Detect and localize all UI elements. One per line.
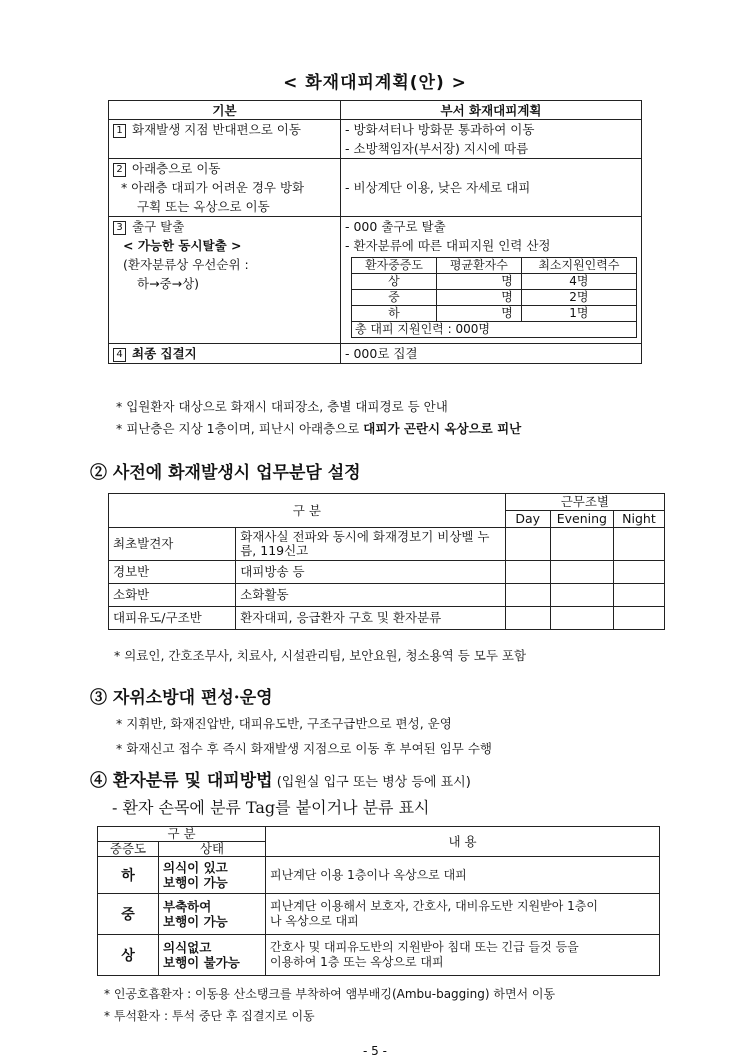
table-row <box>352 274 637 290</box>
state-line: 부축하여 <box>163 899 212 914</box>
table-row <box>109 607 665 630</box>
content-line: 나 옥상으로 대피 <box>270 914 359 928</box>
step-number-box: 4 <box>113 348 126 362</box>
table-row <box>98 935 660 976</box>
table-row <box>352 306 637 322</box>
shift-cell <box>613 528 664 561</box>
shift-cell <box>550 561 613 584</box>
staff-cell: 하 <box>352 306 437 322</box>
staff-header: 최소지원인력수 <box>521 258 636 274</box>
header-basic: 기본 <box>109 101 341 120</box>
staff-cell: 명 <box>436 290 521 306</box>
staff-header: 평균환자수 <box>436 258 521 274</box>
table-row <box>109 217 642 344</box>
role-cell: 경보반 <box>109 561 236 584</box>
role-cell: 소화반 <box>109 584 236 607</box>
patient-class-table <box>97 826 660 976</box>
task-cell: 화재사실 전파와 동시에 화재경보기 비상벨 누름, 119신고 <box>236 528 505 561</box>
shift-night: Night <box>613 511 664 528</box>
header-content: 내 용 <box>266 827 660 857</box>
shift-cell <box>550 607 613 630</box>
state-line: 보행이 가능 <box>163 875 228 890</box>
basic-note: 하→중→상) <box>137 276 200 291</box>
shift-day: Day <box>505 511 550 528</box>
shift-evening: Evening <box>550 511 613 528</box>
state-line: 의식이 있고 <box>163 860 228 875</box>
dept-text: - 환자분류에 따른 대피지원 인력 산정 <box>345 238 551 253</box>
staff-cell: 명 <box>436 306 521 322</box>
step-number-box: 3 <box>113 221 126 235</box>
plan-note: * 입원환자 대상으로 화재시 대피장소, 층별 대피경로 등 안내 <box>116 399 448 414</box>
header-state: 상태 <box>159 842 266 857</box>
header-group: 구 분 <box>98 827 266 842</box>
basic-text: 아래층으로 이동 <box>132 161 221 176</box>
table-row <box>109 159 642 217</box>
staff-cell: 중 <box>352 290 437 306</box>
section-4-heading <box>90 766 471 791</box>
basic-text: 출구 탈출 <box>132 219 185 234</box>
dept-text: - 000로 집결 <box>345 346 418 361</box>
dept-text: - 비상계단 이용, 낮은 자세로 대피 <box>345 180 531 195</box>
step-number-box: 2 <box>113 163 126 177</box>
shift-cell <box>505 584 550 607</box>
severity-cell: 중 <box>98 894 159 935</box>
document-title: < 화재대피계획(안) > <box>283 73 467 93</box>
basic-text: 화재발생 지점 반대편으로 이동 <box>132 122 301 137</box>
section-4-title-suffix: (입원실 입구 또는 병상 등에 표시) <box>276 775 471 790</box>
section-3-item: * 화재신고 접수 후 즉시 화재발생 지점으로 이동 후 부여된 임무 수행 <box>116 741 492 756</box>
severity-cell: 상 <box>98 935 159 976</box>
page-number: - 5 - <box>363 1044 387 1058</box>
staff-cell: 1명 <box>521 306 636 322</box>
header-group: 구 분 <box>109 494 506 528</box>
section-4-note: * 인공호흡환자 : 이동용 산소탱크를 부착하여 앰부배깅(Ambu-bagging) 하면서 이동 <box>104 987 556 1001</box>
table-row <box>98 894 660 935</box>
section-2-title: ② 사전에 화재발생시 업무분담 설정 <box>90 463 361 483</box>
shift-cell <box>550 528 613 561</box>
staff-cell: 4명 <box>521 274 636 290</box>
shift-cell <box>550 584 613 607</box>
task-cell: 대피방송 등 <box>236 561 505 584</box>
dept-text: - 방화셔터나 방화문 통과하여 이동 <box>345 122 535 137</box>
shift-cell <box>613 561 664 584</box>
table-row <box>109 528 665 561</box>
step-number-box: 1 <box>113 124 126 138</box>
evacuation-plan-table <box>108 100 642 364</box>
basic-note: (환자분류상 우선순위 : <box>123 257 249 272</box>
section-4-title: ④ 환자분류 및 대피방법 <box>90 771 273 791</box>
dept-text: - 000 출구로 탈출 <box>345 219 446 234</box>
shift-cell <box>613 584 664 607</box>
task-cell: 환자대피, 응급환자 구호 및 환자분류 <box>236 607 505 630</box>
table-row <box>98 857 660 894</box>
header-severity: 중증도 <box>98 842 159 857</box>
staff-total: 총 대피 지원인력 : 000명 <box>352 322 637 338</box>
section-2-note: * 의료인, 간호조무사, 치료사, 시설관리팀, 보안요원, 청소용역 등 모두 포함 <box>114 648 527 663</box>
shift-cell <box>505 561 550 584</box>
basic-note: 구획 또는 옥상으로 이동 <box>137 199 270 214</box>
role-cell: 대피유도/구조반 <box>109 607 236 630</box>
section-3-title: ③ 자위소방대 편성·운영 <box>90 688 273 708</box>
staff-cell: 명 <box>436 274 521 290</box>
staff-cell: 2명 <box>521 290 636 306</box>
basic-note: * 아래층 대피가 어려운 경우 방화 <box>121 180 305 195</box>
table-row <box>109 561 665 584</box>
severity-cell: 하 <box>98 857 159 894</box>
table-row <box>109 584 665 607</box>
shift-cell <box>613 607 664 630</box>
duty-table <box>108 493 665 630</box>
plan-note: * 피난층은 지상 1층이며, 피난시 아래층으로 대피가 곤란시 옥상으로 피난 <box>116 421 522 436</box>
shift-cell <box>505 607 550 630</box>
content-line: 간호사 및 대피유도반의 지원받아 침대 또는 긴급 들것 등을 <box>270 940 579 954</box>
section-4-subtitle: - 환자 손목에 분류 Tag를 붙이거나 분류 표시 <box>112 798 430 817</box>
header-dept-plan: 부서 화재대피계획 <box>341 101 642 120</box>
state-line: 의식없고 <box>163 940 212 955</box>
content-line: 이용하여 1층 또는 옥상으로 대피 <box>270 955 444 969</box>
table-row <box>109 120 642 159</box>
table-row <box>352 290 637 306</box>
dept-text: - 소방책임자(부서장) 지시에 따름 <box>345 141 529 156</box>
staff-header: 환자중증도 <box>352 258 437 274</box>
header-shift: 근무조별 <box>505 494 664 511</box>
state-line: 보행이 불가능 <box>163 955 240 970</box>
basic-emphasis: < 가능한 동시탈출 > <box>123 238 242 253</box>
staff-table <box>351 257 637 338</box>
task-cell: 소화활동 <box>236 584 505 607</box>
basic-text: 최종 집결지 <box>132 346 197 361</box>
section-3-item: * 지휘반, 화재진압반, 대피유도반, 구조구급반으로 편성, 운영 <box>116 716 452 731</box>
shift-cell <box>505 528 550 561</box>
staff-cell: 상 <box>352 274 437 290</box>
section-4-note: * 투석환자 : 투석 중단 후 집결지로 이동 <box>104 1009 315 1023</box>
state-line: 보행이 가능 <box>163 914 228 929</box>
table-row <box>109 344 642 364</box>
content-line: 피난계단 이용해서 보호자, 간호사, 대비유도반 지원받아 1층이 <box>270 899 598 913</box>
content-line: 피난계단 이용 1층이나 옥상으로 대피 <box>270 867 467 882</box>
role-cell: 최초발견자 <box>109 528 236 561</box>
